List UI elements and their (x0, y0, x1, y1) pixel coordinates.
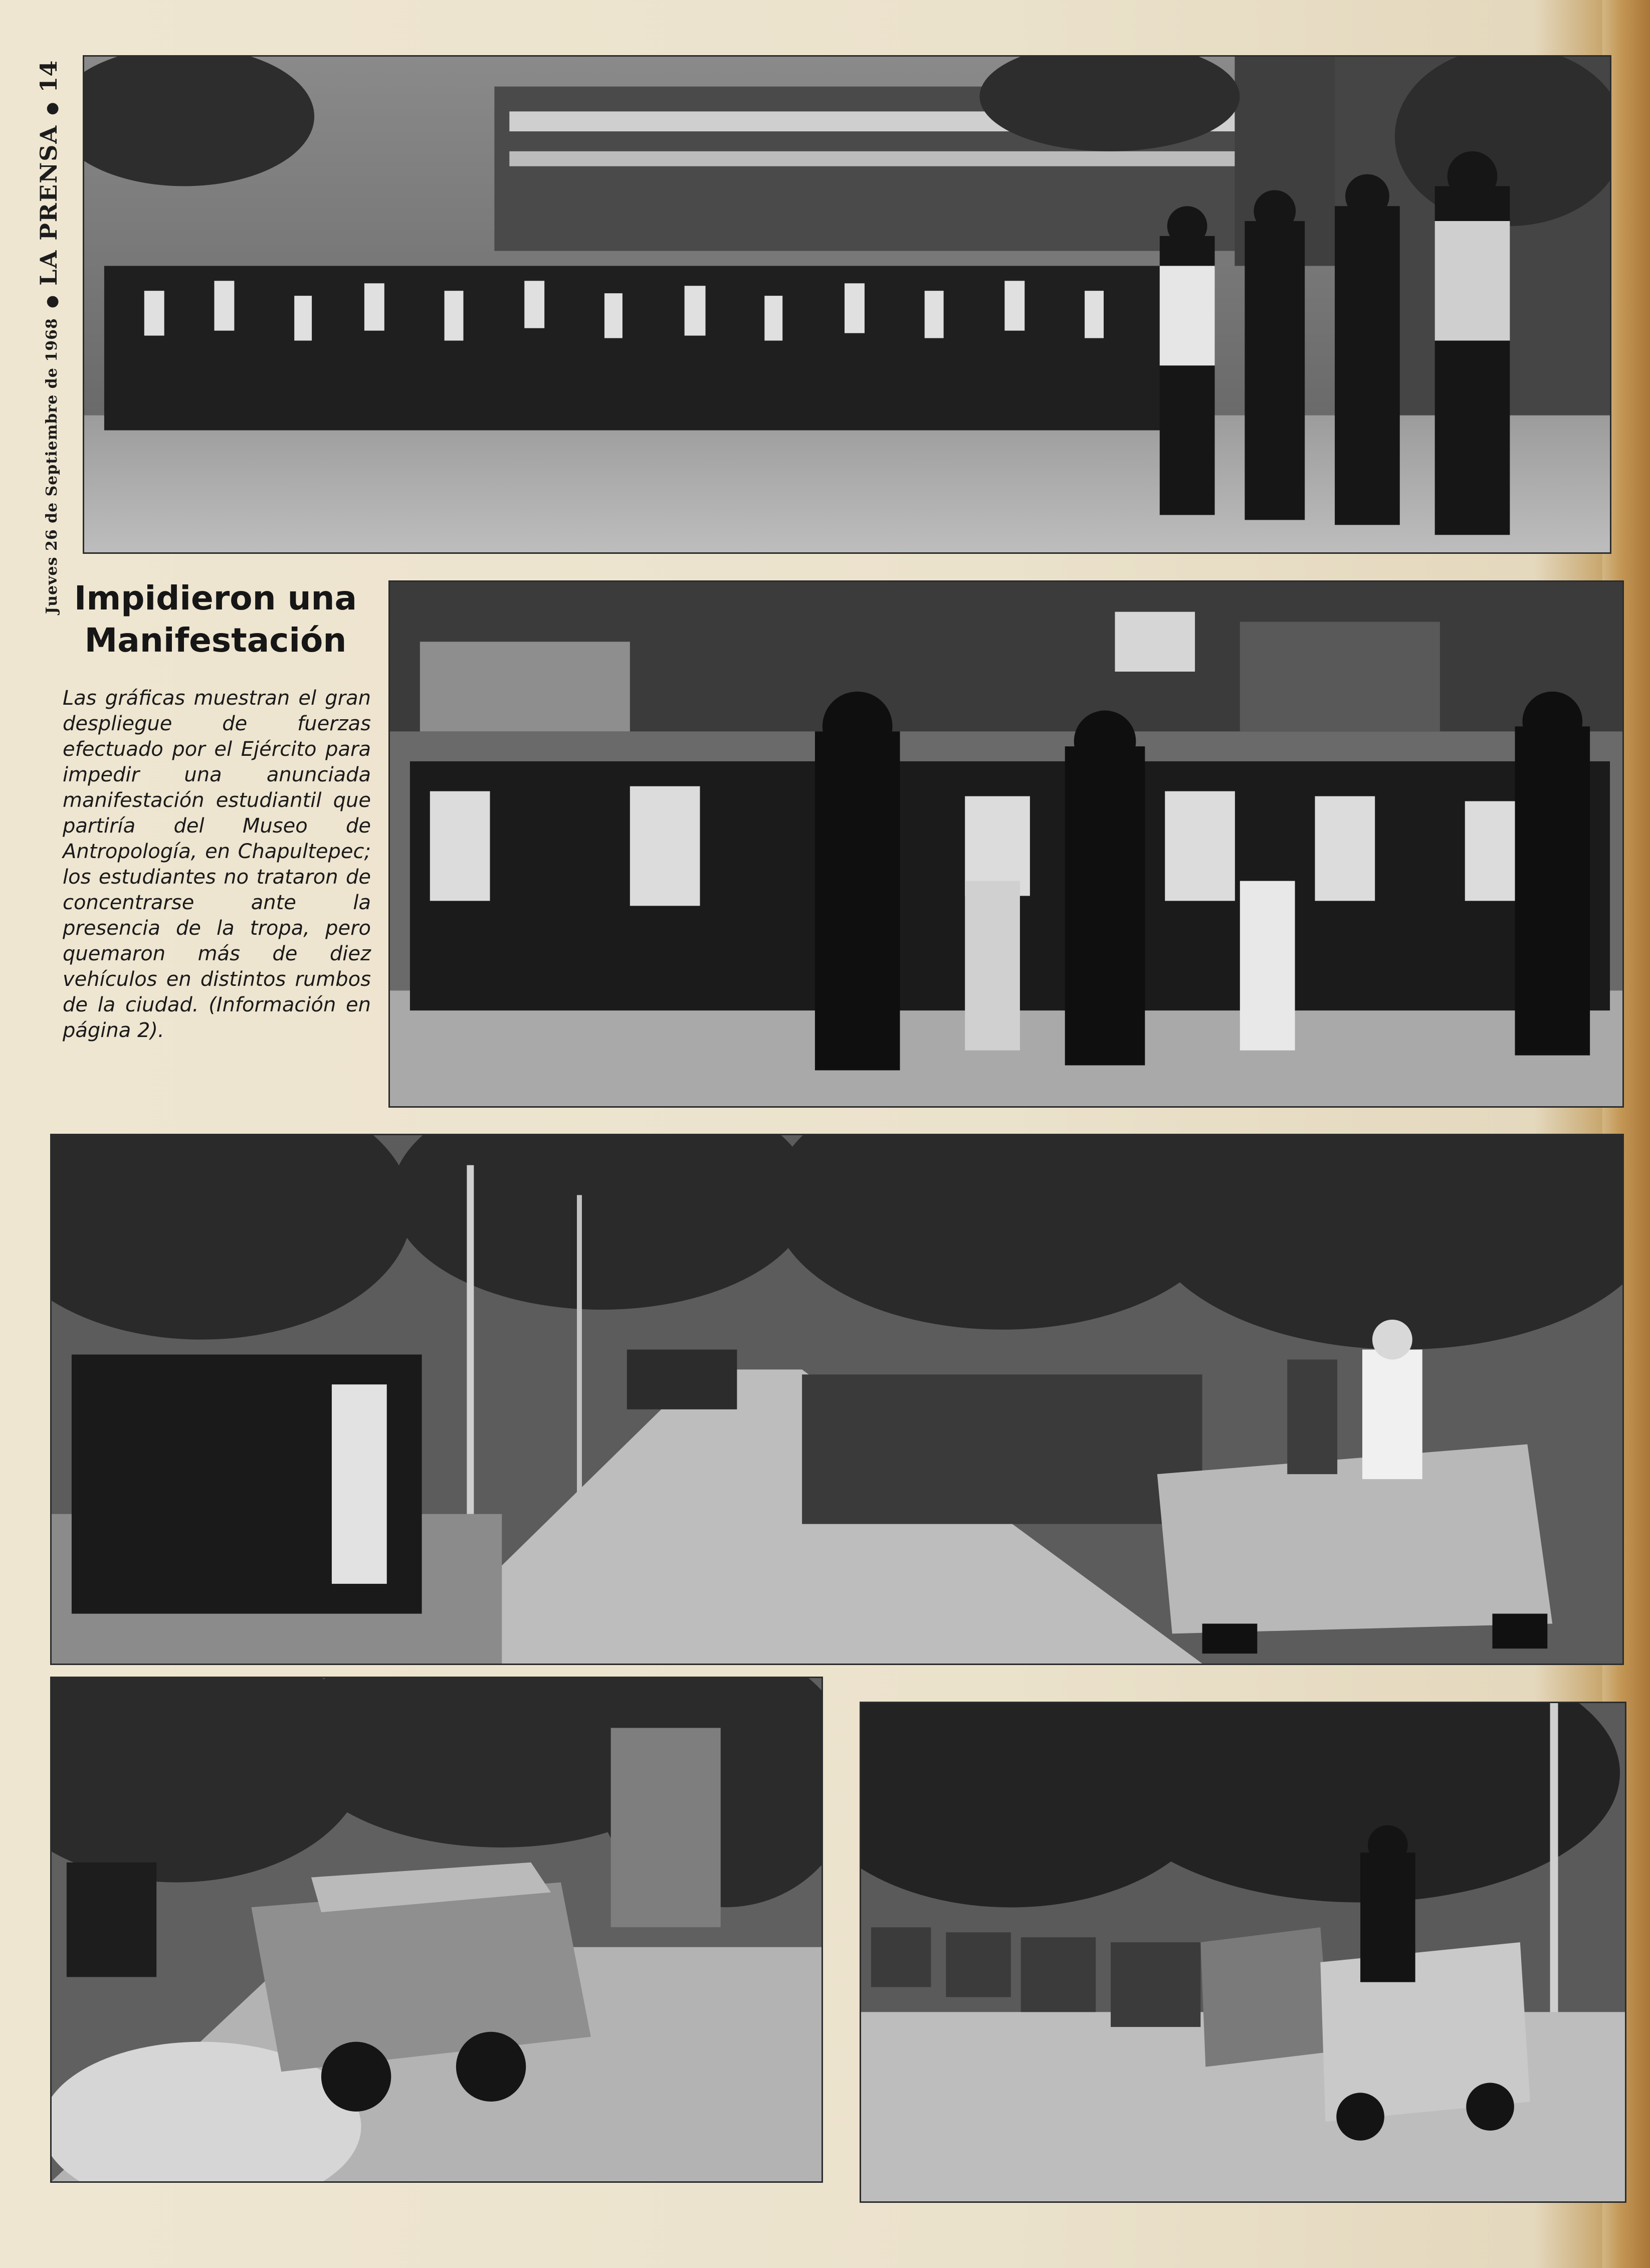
photo-armored-car-avenue (50, 1134, 1624, 1665)
photo-armored-column (860, 1702, 1626, 2203)
photo-soldiers-crowd (388, 580, 1624, 1108)
bullet-icon: ● (43, 102, 61, 115)
headline (55, 577, 376, 662)
headline-line-1: Impidieron una (74, 579, 357, 617)
photo-crowd-street (83, 55, 1611, 554)
photo-caption: Las gráficas muestran el gran despliegue de fuerzas efectuado por el Ejército para impedir una anunciada manifestación estudiantil que partiría del Museo de Antropología, en Chapultepec; los estudiantes no trataron de concentrarse ante la presencia de la tropa, pero quemaron más de diez vehículos en distintos rumbos de la ciudad. (Información en página 2). (63, 687, 371, 1042)
running-head (35, 60, 62, 614)
photo-armored-cars-trees (50, 1677, 823, 2183)
headline-line-2: Manifestación (84, 621, 347, 660)
page-number: 14 (35, 60, 62, 93)
newspaper-name: LA PRENSA (35, 124, 62, 286)
running-head-date: Jueves 26 de Septiembre de 1968 (43, 318, 61, 614)
bullet-icon: ● (43, 295, 61, 309)
